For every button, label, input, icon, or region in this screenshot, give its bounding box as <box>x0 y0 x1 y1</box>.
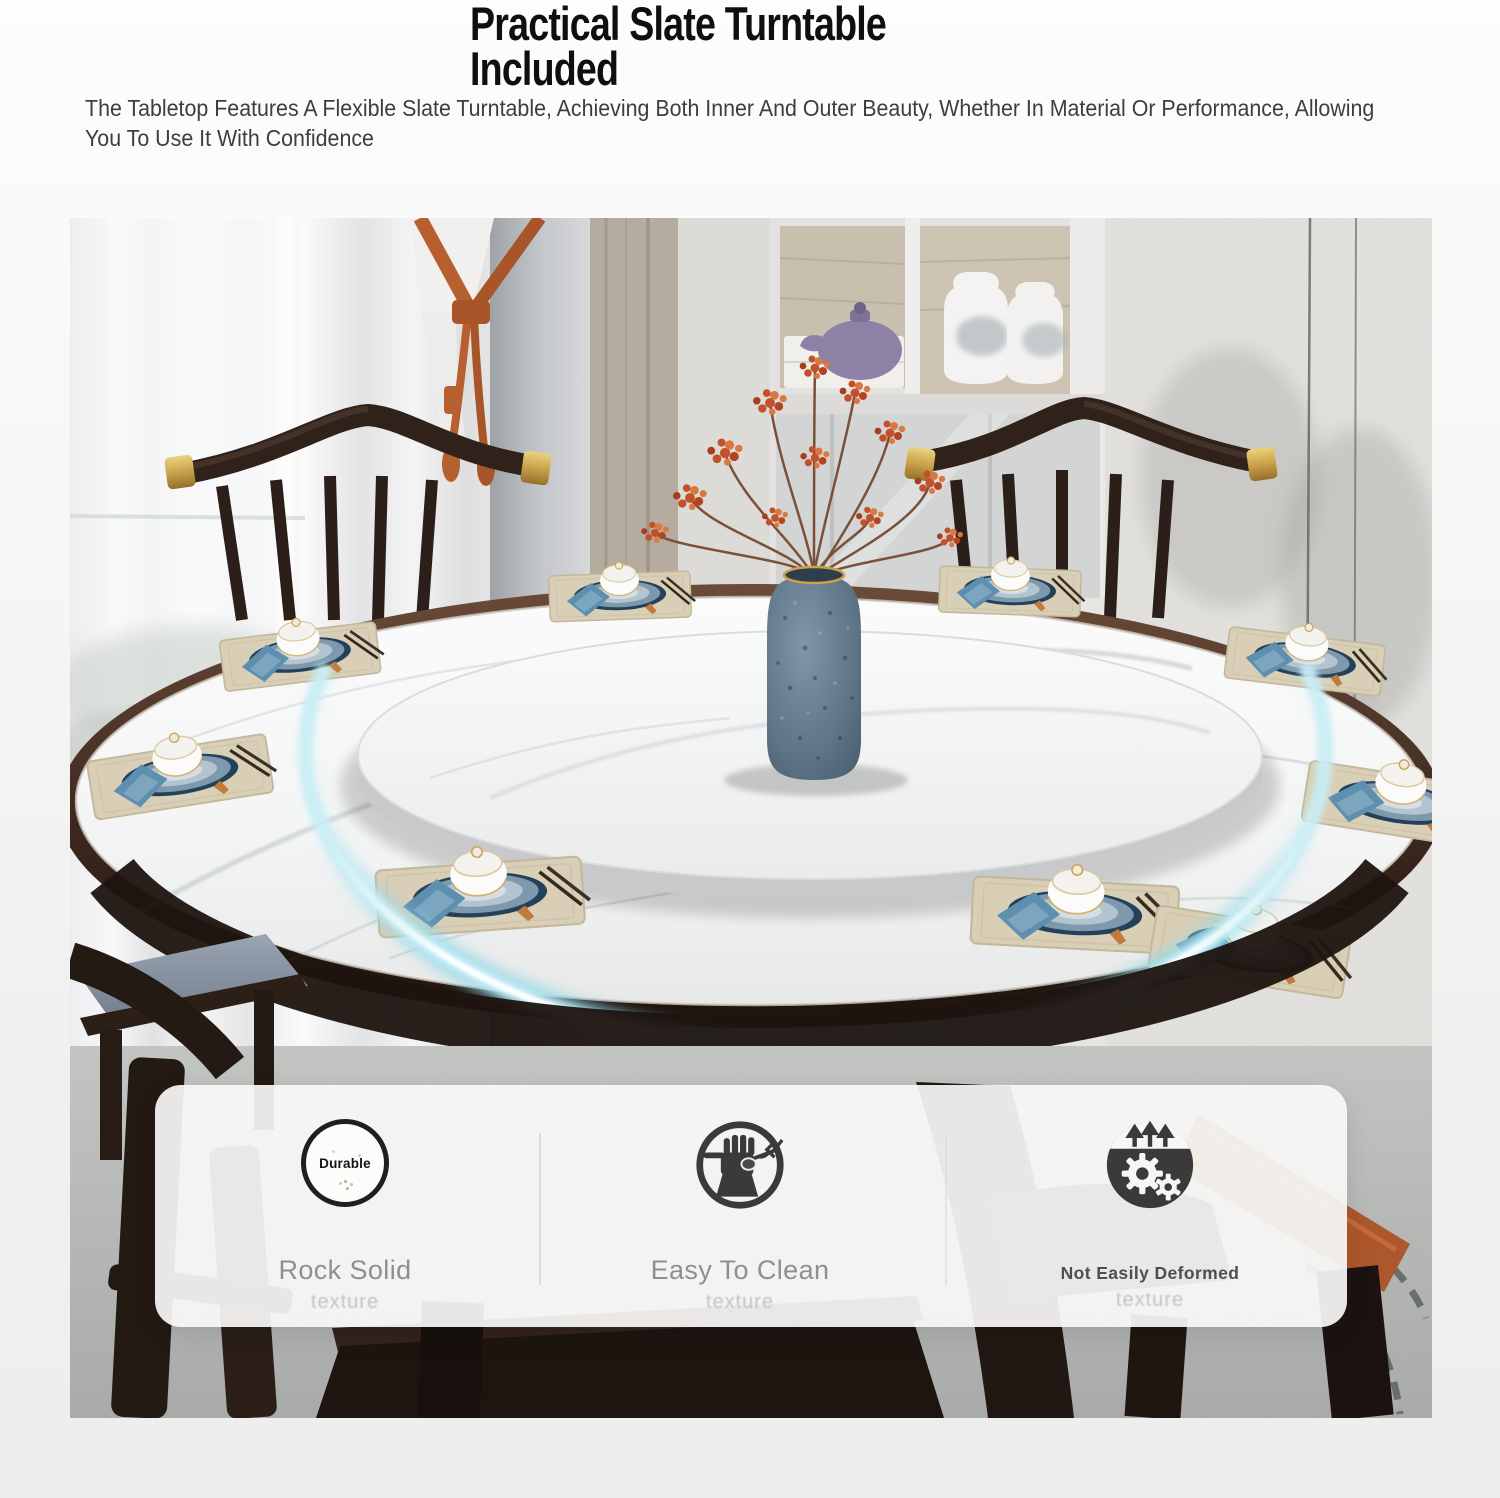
ring-specks <box>344 1180 347 1183</box>
feature-panel <box>155 1085 1347 1327</box>
feature-label-not-easily-deformed: Not Easily Deformed <box>1060 1263 1240 1283</box>
feature-label-easy-to-clean: Easy To Clean <box>650 1255 830 1285</box>
subtitle-line-1: The Tabletop Features A Flexible Slate Turntable, Achieving Both Inner And Outer Beauty, Whether In Material Or Performance, Allowing <box>85 95 1375 121</box>
feature-not-easily-deformed <box>980 1085 1320 1327</box>
texture-watermark: texture <box>705 1291 775 1313</box>
gears-arrows-icon <box>1104 1119 1196 1211</box>
subtitle <box>85 94 1374 154</box>
feature-divider <box>539 1133 541 1285</box>
feature-easy-to-clean <box>570 1085 910 1327</box>
feature-rock-solid <box>175 1085 515 1327</box>
subtitle-line-2: You To Use It With Confidence <box>85 124 374 151</box>
product-photo <box>70 218 1432 1418</box>
feature-divider <box>945 1133 947 1285</box>
feature-label-rock-solid: Rock Solid <box>278 1255 412 1285</box>
durable-ring-icon <box>301 1119 389 1207</box>
fist-wheat-icon <box>694 1119 786 1211</box>
title-line-2: Included <box>470 41 619 95</box>
durable-badge-text: Durable <box>319 1155 371 1171</box>
texture-watermark: texture <box>310 1291 380 1313</box>
title-line-1: Practical Slate Turntable <box>470 0 887 50</box>
texture-watermark: texture <box>1115 1289 1185 1311</box>
page-title <box>470 0 887 95</box>
